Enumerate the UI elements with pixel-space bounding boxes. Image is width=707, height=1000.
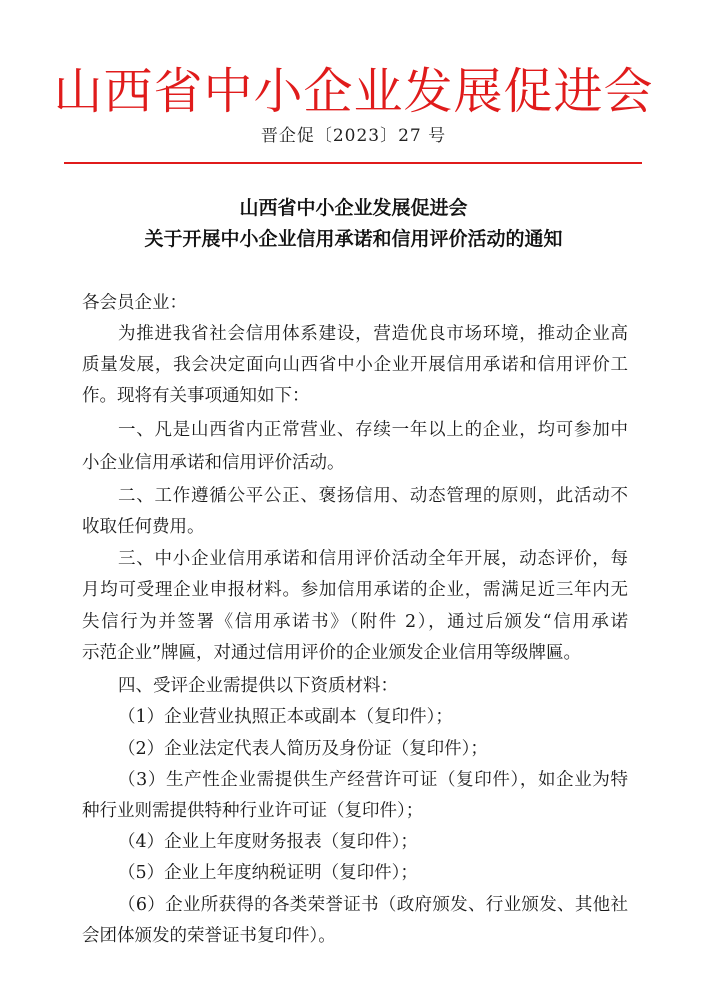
document-number: 晋企促〔2023〕27 号: [260, 126, 447, 146]
material-item-3-continued: 种行业则需提供特种行业许可证（复印件）；: [82, 801, 424, 821]
material-item-3: （3）生产性企业需提供生产经营许可证（复印件），如企业为特: [118, 770, 628, 790]
salutation: 各会员企业：: [82, 293, 187, 313]
section-3-line: 示范企业”牌匾，对通过信用评价的企业颁发企业信用等级牌匾。: [82, 643, 581, 663]
section-2-line: 二、工作遵循公平公正、褒扬信用、动态管理的原则，此活动不: [118, 486, 628, 506]
section-1-line: 小企业信用承诺和信用评价活动。: [82, 453, 345, 473]
section-3-line: 三、中小企业信用承诺和信用评价活动全年开展，动态评价，每: [118, 549, 628, 569]
section-2-line: 收取任何费用。: [82, 517, 205, 537]
intro-line: 为推进我省社会信用体系建设，营造优良市场环境，推动企业高: [118, 324, 628, 344]
material-item-6: （6）企业所获得的各类荣誉证书（政府颁发、行业颁发、其他社: [118, 895, 628, 915]
material-item-2: （2）企业法定代表人简历及身份证（复印件）；: [118, 739, 488, 759]
notice-title-line-2: 关于开展中小企业信用承诺和信用评价活动的通知: [144, 228, 563, 250]
section-1-line: 一、凡是山西省内正常营业、存续一年以上的企业，均可参加中: [118, 420, 628, 440]
notice-title-line-1: 山西省中小企业发展促进会: [239, 197, 468, 219]
section-3-line: 月均可受理企业申报材料。参加信用承诺的企业，需满足近三年内无: [82, 580, 628, 600]
material-item-5: （5）企业上年度纳税证明（复印件）；: [118, 863, 418, 883]
material-item-4: （4）企业上年度财务报表（复印件）；: [118, 832, 418, 852]
intro-line: 质量发展，我会决定面向山西省中小企业开展信用承诺和信用评价工: [82, 355, 628, 375]
intro-line: 作。现将有关事项通知如下：: [82, 386, 310, 406]
section-4-title: 四、受评企业需提供以下资质材料：: [118, 676, 398, 696]
section-3-line: 失信行为并签署《信用承诺书》（附件 2），通过后颁发“信用承诺: [82, 612, 628, 632]
org-name-header: 山西省中小企业发展促进会: [53, 63, 654, 120]
material-item-6-continued: 会团体颁发的荣誉证书复印件）。: [82, 926, 336, 946]
material-item-1: （1）企业营业执照正本或副本（复印件）；: [118, 707, 453, 727]
red-divider-line: [64, 162, 642, 164]
